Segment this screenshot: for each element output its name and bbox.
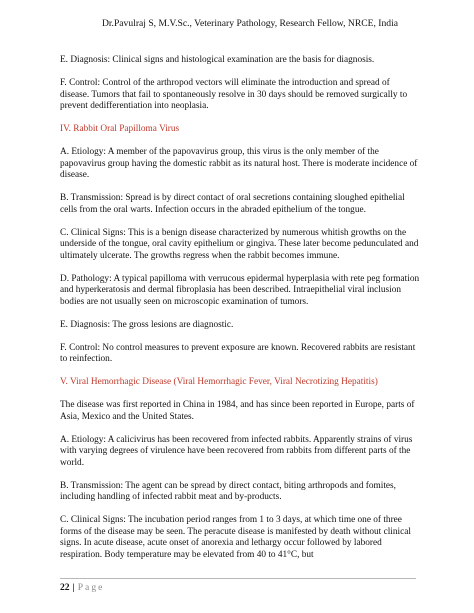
page-number: 22 [60, 582, 70, 593]
footer-separator: | [72, 582, 75, 593]
paragraph-clinical-signs-3: C. Clinical Signs: The incubation period ranges from 1 to 3 days, at which time one of three forms of the disease may be seen. The peracute disease is manifested by death without clinical signs. In acute disease, acute onset of anorexia and lethargy occur followed by labored respiration. Body temperature may be elevated from 40 to 41°C, but [60, 515, 411, 560]
section-heading-rabbit-oral-papilloma: IV. Rabbit Oral Papilloma Virus [60, 124, 180, 134]
paragraph-etiology-2: A. Etiology: A member of the papovavirus group, this virus is the only member of the papovavirus group having the domestic rabbit as its natural host. There is moderate incidence of disease. [60, 147, 418, 180]
paragraph-transmission-3: B. Transmission: The agent can be spread by direct contact, biting arthropods and fomites, including handling of infected rabbit meat and by-products. [60, 480, 396, 502]
footer-divider [60, 578, 416, 579]
page-content [60, 55, 420, 573]
paragraph-control-1: F. Control: Control of the arthropod vectors will eliminate the introduction and spread of disease. Tumors that fail to spontaneously resolve in 30 days should be removed surgically to prevent dedifferentiation into neoplasia. [60, 78, 408, 111]
page-header: Dr.Pavulraj S, M.V.Sc., Veterinary Pathology, Research Fellow, NRCE, India [101, 18, 399, 29]
paragraph-etiology-3: A. Etiology: A calicivirus has been recovered from infected rabbits. Apparently strains of virus with varying degrees of virulence have been recovered from rabbits from different parts of the world. [60, 434, 413, 468]
paragraph-diagnosis-1: E. Diagnosis: Clinical signs and histological examination are the basis for diagnosis. [60, 55, 375, 65]
paragraph-intro-3: The disease was first reported in China in 1984, and has since been reported in Europe, parts of Asia, Mexico and the United States. [60, 400, 415, 422]
paragraph-diagnosis-2: E. Diagnosis: The gross lesions are diagnostic. [60, 319, 234, 330]
paragraph-clinical-signs-2: C. Clinical Signs: This is a benign disease characterized by numerous whitish growths on the underside of the tongue, oral cavity epithelium or gingiva. These later become pedunculated and ultimately ulcerate. The growths regress when the rabbit becomes immune. [60, 227, 419, 261]
page-footer [60, 578, 416, 596]
paragraph-pathology-2: D. Pathology: A typical papilloma with verrucous epidermal hyperplasia with rete peg formation and hyperkeratosis and dermal fibroplasia has been described. Intraepithelial viral inclusion bodies are not usually seen on microscopic examination of tumors. [60, 273, 420, 307]
paragraph-control-2: F. Control: No control measures to prevent exposure are known. Recovered rabbits are resistant to reinfection. [60, 342, 416, 364]
footer-page-info [60, 582, 104, 594]
paragraph-transmission-2: B. Transmission: Spread is by direct contact of oral secretions containing sloughed epithelial cells from the oral warts. Infection occurs in the abraded epithelium of the tongue. [60, 193, 405, 215]
page-label: Page [77, 582, 105, 593]
section-heading-viral-hemorrhagic-disease: V. Viral Hemorrhagic Disease (Viral Hemorrhagic Fever, Viral Necrotizing Hepatitis) [60, 377, 378, 387]
